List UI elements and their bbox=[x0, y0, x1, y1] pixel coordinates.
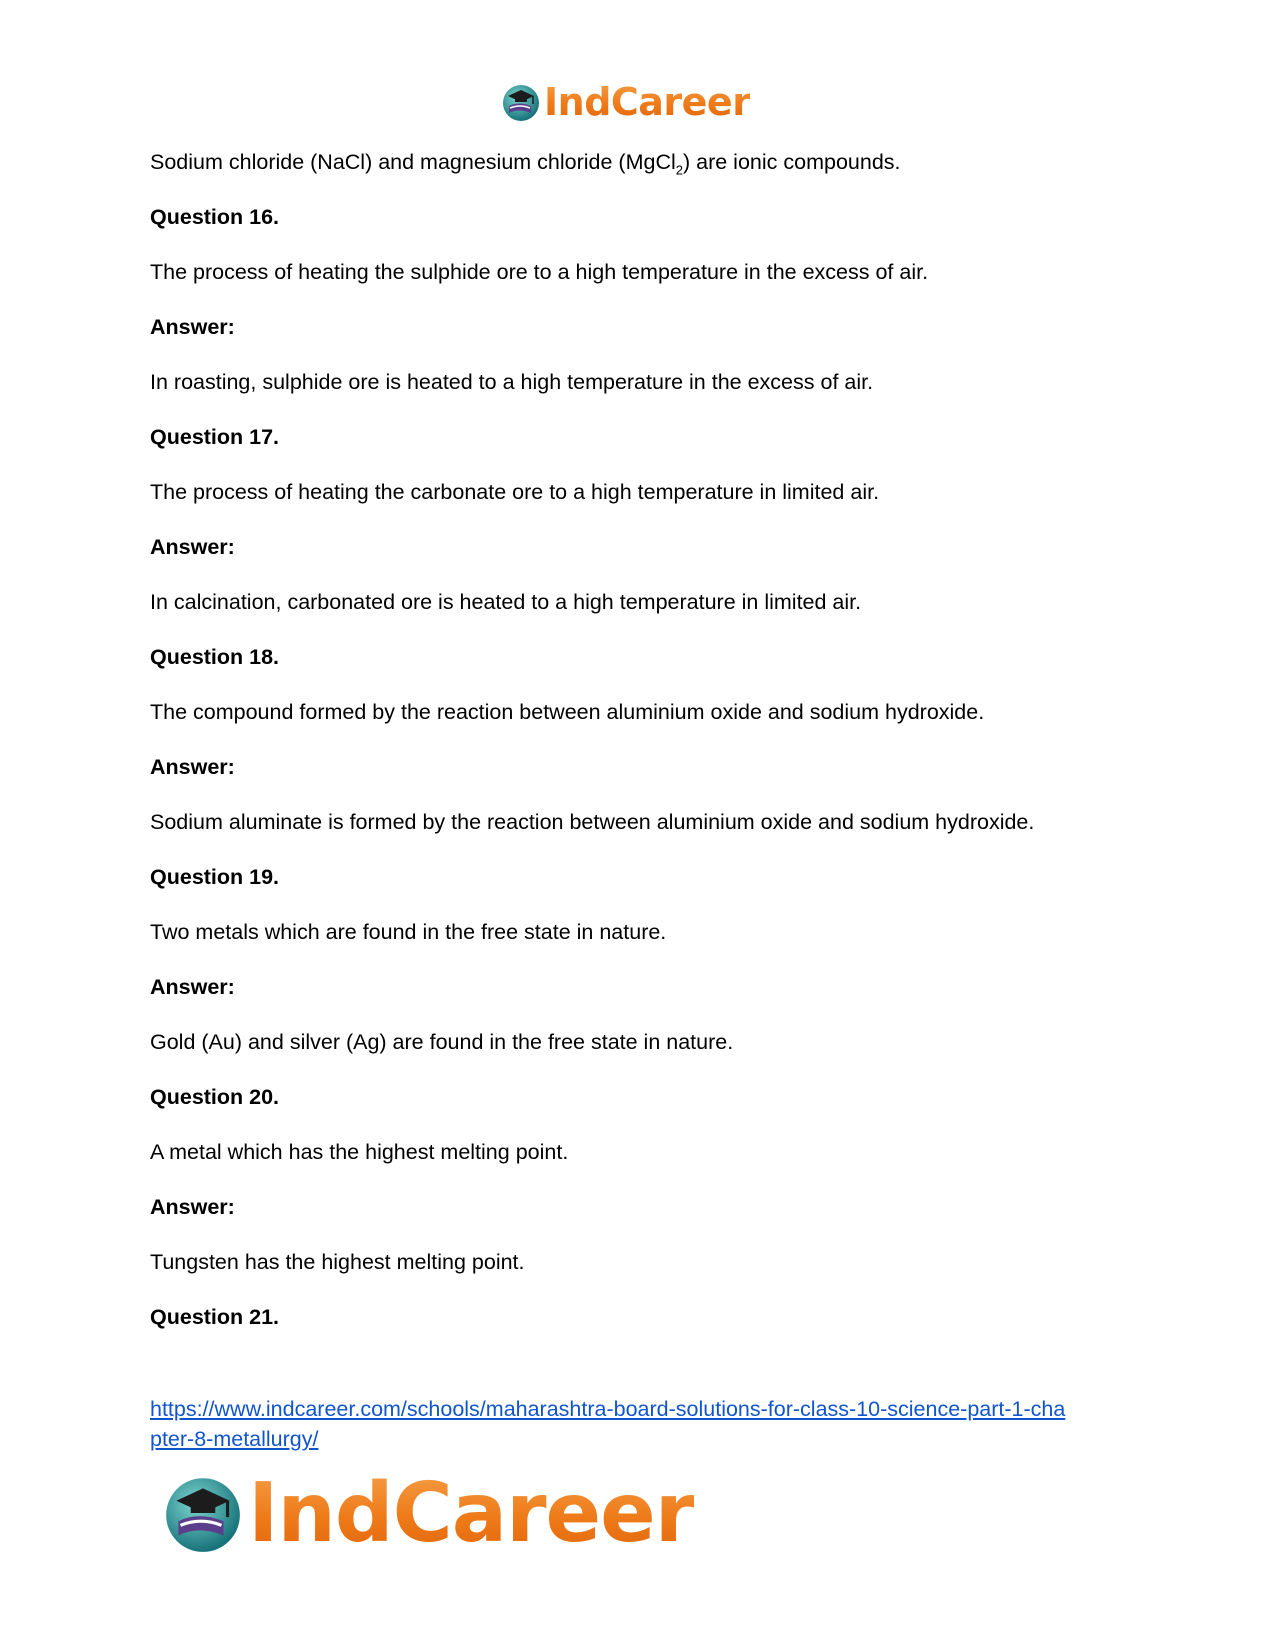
question-label: Question 19. bbox=[150, 865, 280, 889]
answer-text: Sodium aluminate is formed by the reaction between aluminium oxide and sodium hydroxide. bbox=[150, 810, 1035, 834]
answer-text: In roasting, sulphide ore is heated to a high temperature in the excess of air. bbox=[150, 370, 874, 394]
question-text: The process of heating the carbonate ore to a high temperature in limited air. bbox=[150, 480, 880, 504]
question-label: Question 21. bbox=[150, 1305, 280, 1329]
header-logo-text: IndCareer bbox=[544, 80, 751, 124]
graduation-cap-book-globe-icon bbox=[160, 1470, 246, 1556]
question-label: Question 17. bbox=[150, 425, 280, 449]
answer-text: Gold (Au) and silver (Ag) are found in the free state in nature. bbox=[150, 1030, 734, 1054]
answer-label: Answer: bbox=[150, 1195, 235, 1219]
answer-label: Answer: bbox=[150, 535, 235, 559]
answer-text: In calcination, carbonated ore is heated to a high temperature in limited air. bbox=[150, 590, 862, 614]
question-text: Two metals which are found in the free state in nature. bbox=[150, 920, 667, 944]
document-body bbox=[150, 146, 1130, 1356]
footer-logo bbox=[160, 1465, 695, 1561]
question-label: Question 20. bbox=[150, 1085, 280, 1109]
answer-label: Answer: bbox=[150, 975, 235, 999]
question-label: Question 18. bbox=[150, 645, 280, 669]
question-text: A metal which has the highest melting point. bbox=[150, 1140, 569, 1164]
question-text: The process of heating the sulphide ore to a high temperature in the excess of air. bbox=[150, 260, 929, 284]
source-link-block bbox=[150, 1394, 1140, 1454]
intro-paragraph: Sodium chloride (NaCl) and magnesium chloride (MgCl$_2$) are ionic compounds. bbox=[150, 150, 901, 178]
question-label: Question 16. bbox=[150, 205, 280, 229]
answer-label: Answer: bbox=[150, 755, 235, 779]
question-text: The compound formed by the reaction between aluminium oxide and sodium hydroxide. bbox=[150, 700, 985, 724]
footer-logo-text: IndCareer bbox=[248, 1465, 695, 1561]
graduation-cap-book-globe-icon bbox=[500, 81, 542, 123]
answer-text: Tungsten has the highest melting point. bbox=[150, 1250, 525, 1274]
source-link[interactable]: https://www.indcareer.com/schools/maharashtra-board-solutions-for-class-10-science-part-1-cha pter-8-metallurgy/ bbox=[150, 1397, 1066, 1451]
answer-label: Answer: bbox=[150, 315, 235, 339]
header-logo bbox=[500, 80, 750, 124]
